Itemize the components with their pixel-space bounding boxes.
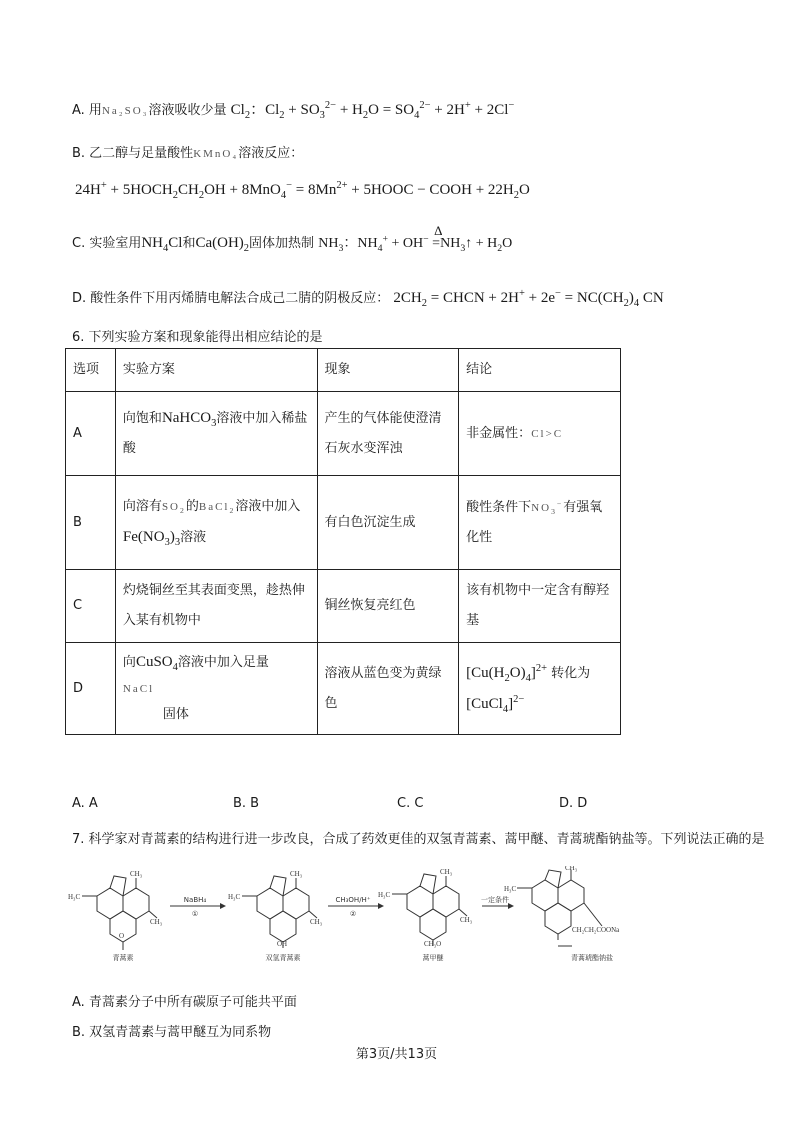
plan-text: 溶液中加入稀盐酸 [122, 411, 308, 456]
molecule-name-artemether: 蒿甲醚 [422, 954, 444, 962]
formula-cl-c: Cl>C [531, 427, 564, 440]
option-c-text: 固体加热制 [249, 236, 315, 251]
table-cell-option: C [66, 570, 116, 643]
molecule-name-artesunate: 青蒿琥酯钠盐 [571, 954, 613, 962]
table-cell-conclusion [459, 392, 621, 476]
atom-label: CH₃ [310, 918, 323, 926]
formula-cu-h2o-4: $[Cu(H_2O)_4]^{2+}$ [466, 662, 547, 684]
table-row [66, 392, 621, 476]
plan-text: 固体 [162, 707, 189, 722]
option-c-reagent-1: $NH_4Cl$ [141, 235, 183, 254]
formula-cuso4: CuSO$_4$ [135, 654, 178, 673]
formula-nahco3: NaHCO$_3$ [161, 410, 217, 429]
atom-label: CH₃ [565, 866, 578, 872]
option-a [72, 98, 514, 119]
formula-fe-no3-3: $Fe(NO_3)_3$ [122, 529, 181, 548]
table-cell-conclusion: 该有机物中一定含有醇羟基 [459, 570, 621, 643]
option-c-reagent-2: $Ca(OH)_2$ [195, 235, 250, 254]
atom-label: CH₂CH₂COONa [572, 926, 620, 934]
molecule-name-dihydroartemisinin: 双氢青蒿素 [265, 954, 301, 962]
table-cell-option: B [66, 476, 116, 570]
option-c-prefix: C. 实验室用 [72, 236, 142, 251]
answer-a[interactable]: A. A [72, 796, 98, 811]
experiment-table [65, 348, 621, 735]
table-cell-phenomenon: 铜丝恢复亮红色 [317, 570, 459, 643]
plan-text: 的 [185, 499, 199, 514]
table-cell-phenomenon: 产生的气体能使澄清石灰水变浑浊 [317, 392, 459, 476]
plan-text: 溶液中加入足量 [177, 655, 269, 670]
formula-cucl4: [CuCl$_4$]$^{2-}$ [466, 693, 525, 715]
page-number: 第3页/共13页 [355, 1047, 438, 1062]
conclusion-text: 转化为 [551, 665, 591, 681]
table-cell-phenomenon: 溶液从蓝色变为黄绿色 [317, 643, 459, 735]
table-cell-plan: 灼烧铜丝至其表面变黑，趁热伸入某有机物中 [115, 570, 317, 643]
reaction-scheme [62, 866, 742, 962]
option-d-equation: $2CH_2$ = CHCN + $2H^+ + 2e^- = NC(CH_2)_4$ CN [393, 288, 664, 309]
option-b-text: 溶液反应： [238, 146, 304, 161]
atom-label: CH₃ [440, 868, 453, 876]
table-header: 结论 [459, 349, 621, 392]
option-c-equation: $NH_3$：$NH_4^+ + OH^-$ Δ $=NH_3↑ + H_2O$ [318, 223, 513, 254]
q6-title: 6. 下列实验方案和现象能得出相应结论的是 [72, 330, 323, 345]
table-cell-plan [115, 392, 317, 476]
conclusion-text: 有强氧化性 [466, 499, 603, 545]
table-cell-option: D [66, 643, 116, 735]
table-row [66, 643, 621, 735]
table-cell-phenomenon: 有白色沉淀生成 [317, 476, 459, 570]
option-d-text: D. 酸性条件下用丙烯腈电解法合成己二腈的阴极反应： [72, 291, 390, 306]
formula-nacl: NaCl [122, 683, 155, 695]
option-c [72, 223, 513, 254]
option-b [72, 142, 303, 161]
formula-bacl2: BaCl$_2$ [198, 501, 236, 516]
plan-text: 向饱和 [122, 411, 162, 426]
option-b-reagent: KMnO₄ [193, 148, 239, 160]
conclusion-text: 非金属性： [466, 425, 532, 441]
atom-label: O [119, 932, 125, 940]
artemether-structure [392, 874, 467, 946]
reagent-nabh4: NaBH₄ [183, 896, 207, 904]
atom-label: CH₃ [130, 870, 143, 878]
table-header-row [66, 349, 621, 392]
step-2-label: ② [349, 910, 357, 918]
table-cell-conclusion [459, 643, 621, 735]
table-cell-plan [115, 476, 317, 570]
atom-label: CH₃O [424, 940, 442, 948]
table-cell-plan [115, 643, 317, 735]
option-a-text: 溶液吸收少量 [148, 103, 227, 118]
option-b-equation: $24H^+ + 5HOCH_2CH_2OH + 8MnO_4^- = 8Mn^{2+}$ + 5HOOC − COOH + $22H_2O$ [75, 180, 530, 201]
step-1-label: ① [191, 910, 199, 918]
atom-label: CH₃ [290, 870, 303, 878]
option-c-and: 和 [182, 236, 196, 251]
plan-text: 向 [122, 655, 136, 670]
reagent-ch3oh: CH₃OH/H⁺ [335, 896, 371, 904]
atom-label: H₃C [378, 891, 391, 899]
table-cell-conclusion [459, 476, 621, 570]
atom-label: CH₃ [460, 916, 473, 924]
q7-option-b[interactable]: B. 双氢青蒿素与蒿甲醚互为同系物 [72, 1025, 272, 1040]
conclusion-text: 酸性条件下 [466, 499, 532, 515]
answer-c[interactable]: C. C [397, 796, 424, 811]
option-b-prefix: B. 乙二醇与足量酸性 [72, 146, 194, 161]
atom-label: H₃C [228, 893, 241, 901]
molecule-name-artemisinin: 青蒿素 [112, 954, 134, 962]
option-d [72, 287, 664, 307]
q7-option-a[interactable]: A. 青蒿素分子中所有碳原子可能共平面 [72, 995, 297, 1010]
answer-b[interactable]: B. B [233, 796, 260, 811]
table-header: 选项 [66, 349, 116, 392]
option-a-prefix: A. 用 [72, 103, 102, 118]
atom-label: CH₃ [150, 918, 163, 926]
table-row [66, 476, 621, 570]
dihydroartemisinin-structure [242, 876, 317, 948]
option-a-reagent: Na₂SO₃ [101, 105, 149, 117]
option-a-equation: $Cl_2$：$Cl_2 + SO_3^{2-} + H_2O = SO_4^{2-} + 2H^+ + 2Cl^-$ [230, 100, 515, 121]
condition-label: 一定条件 [481, 896, 509, 904]
atom-label: H₃C [504, 885, 517, 893]
formula-so2: $SO_2$ [161, 501, 186, 516]
table-cell-option: A [66, 392, 116, 476]
atom-label: OH [277, 940, 288, 948]
atom-label: H₃C [68, 893, 81, 901]
artesunate-sodium-structure [517, 870, 602, 946]
q7-stem: 7. 科学家对青蒿素的结构进行进一步改良，合成了药效更佳的双氢青蒿素、蒿甲醚、青蒿琥酯钠盐等。下列说法正确的是 [72, 832, 765, 847]
table-header: 现象 [317, 349, 459, 392]
plan-text: 向溶有 [122, 499, 162, 514]
answer-d[interactable]: D. D [559, 796, 588, 811]
plan-text: 溶液 [180, 530, 207, 545]
plan-text: 溶液中加入 [235, 499, 301, 514]
table-header: 实验方案 [115, 349, 317, 392]
formula-no3: $NO_3^-$ [531, 498, 564, 516]
table-row [66, 570, 621, 643]
